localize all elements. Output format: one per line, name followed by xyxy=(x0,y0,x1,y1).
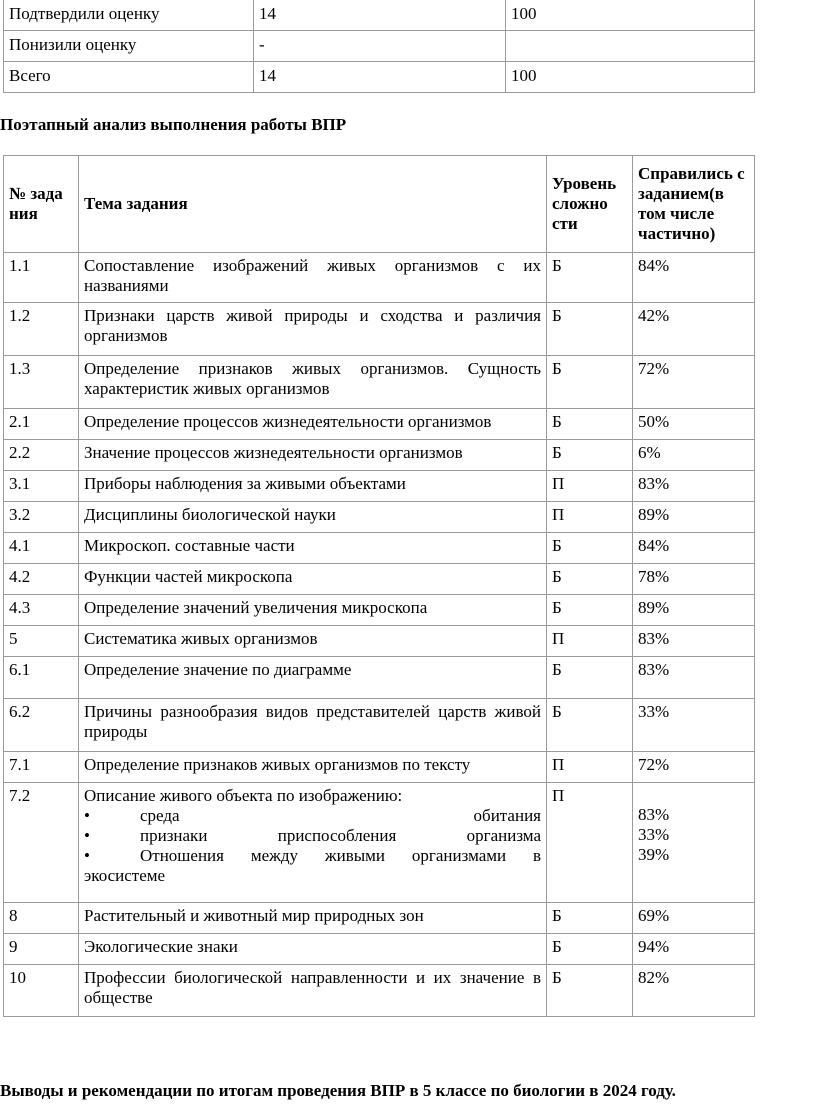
task-number: 3.2 xyxy=(4,502,79,533)
task-level: П xyxy=(547,626,633,657)
task-number: 2.2 xyxy=(4,440,79,471)
task-result: 83% xyxy=(638,805,670,824)
summary-cell: 14 xyxy=(254,0,506,31)
header-topic: Тема задания xyxy=(79,156,547,253)
task-topic: Систематика живых организмов xyxy=(79,626,547,657)
table-row xyxy=(4,502,755,533)
summary-cell: - xyxy=(254,31,506,62)
task-result: 72% xyxy=(633,356,755,409)
task-topic: Микроскоп. составные части xyxy=(79,533,547,564)
task-level: Б xyxy=(547,533,633,564)
summary-row xyxy=(4,62,755,93)
task-topic: Определение процессов жизнедеятельности организмов xyxy=(79,409,547,440)
analysis-table xyxy=(3,155,755,1017)
summary-cell: 100 xyxy=(506,0,755,31)
task-number: 9 xyxy=(4,934,79,965)
task-topic: Определение значение по диаграмме xyxy=(79,657,547,699)
task-result: 83% xyxy=(633,626,755,657)
table-row xyxy=(4,626,755,657)
task-result: 89% xyxy=(633,595,755,626)
task-topic: Экологические знаки xyxy=(79,934,547,965)
task-result: 83% xyxy=(633,657,755,699)
summary-table xyxy=(3,0,755,93)
task-topic: Признаки царств живой природы и сходства и различия организмов xyxy=(79,303,547,356)
bullet-icon: • xyxy=(84,806,90,825)
task-number: 8 xyxy=(4,903,79,934)
table-row xyxy=(4,965,755,1017)
task-topic: Функции частей микроскопа xyxy=(79,564,547,595)
table-row xyxy=(4,752,755,783)
summary-cell: 100 xyxy=(506,62,755,93)
bullet-item xyxy=(84,826,541,846)
summary-cell: Всего xyxy=(4,62,254,93)
task-level: Б xyxy=(547,657,633,699)
conclusion-title: Выводы и рекомендации по итогам проведения ВПР в 5 классе по биологии в 2024 году. xyxy=(0,1081,676,1100)
task-level: П xyxy=(547,752,633,783)
task-level: Б xyxy=(547,903,633,934)
task-number: 6.2 xyxy=(4,699,79,752)
task-result: 83% xyxy=(633,471,755,502)
task-result: 50% xyxy=(633,409,755,440)
task-topic: Определение признаков живых организмов. Сущность характеристик живых организмов xyxy=(79,356,547,409)
task-result: 84% xyxy=(633,253,755,303)
task-level: П xyxy=(547,471,633,502)
task-number: 1.2 xyxy=(4,303,79,356)
bullet-text: среда обитания xyxy=(140,806,541,825)
task-topic: Сопоставление изображений живых организмов с их названиями xyxy=(79,253,547,303)
task-number: 7.2 xyxy=(4,783,79,903)
table-row xyxy=(4,440,755,471)
header-result: Справились с заданием(в том числе частично) xyxy=(633,156,755,253)
task-number: 3.1 xyxy=(4,471,79,502)
task-topic-text: Описание живого объекта по изображению: xyxy=(84,786,403,805)
task-topic xyxy=(79,783,547,903)
task-number: 6.1 xyxy=(4,657,79,699)
table-row xyxy=(4,409,755,440)
task-result: 82% xyxy=(633,965,755,1017)
task-topic-tail: экосистеме xyxy=(84,866,166,885)
task-result: 72% xyxy=(633,752,755,783)
task-result: 33% xyxy=(638,825,670,844)
task-level: Б xyxy=(547,303,633,356)
task-number: 4.1 xyxy=(4,533,79,564)
task-number: 7.1 xyxy=(4,752,79,783)
task-level: Б xyxy=(547,564,633,595)
bullet-text: признаки приспособления организма xyxy=(140,826,541,845)
task-topic: Значение процессов жизнедеятельности организмов xyxy=(79,440,547,471)
task-result: 42% xyxy=(633,303,755,356)
task-number: 4.2 xyxy=(4,564,79,595)
table-row xyxy=(4,595,755,626)
summary-cell: Понизили оценку xyxy=(4,31,254,62)
task-level: Б xyxy=(547,934,633,965)
table-row xyxy=(4,699,755,752)
task-level: Б xyxy=(547,409,633,440)
task-results xyxy=(633,783,755,903)
table-row xyxy=(4,356,755,409)
task-topic: Приборы наблюдения за живыми объектами xyxy=(79,471,547,502)
bullet-icon: • xyxy=(84,826,90,845)
task-level: Б xyxy=(547,595,633,626)
task-level: П xyxy=(547,783,633,903)
task-level: Б xyxy=(547,440,633,471)
table-row xyxy=(4,903,755,934)
bullet-text: Отношения между живыми организмами в xyxy=(140,846,541,865)
task-number: 2.1 xyxy=(4,409,79,440)
task-topic: Растительный и животный мир природных зон xyxy=(79,903,547,934)
task-level: Б xyxy=(547,253,633,303)
task-result: 94% xyxy=(633,934,755,965)
header-num: № зада ния xyxy=(4,156,79,253)
summary-row xyxy=(4,0,755,31)
task-number: 4.3 xyxy=(4,595,79,626)
task-result: 6% xyxy=(633,440,755,471)
summary-cell xyxy=(506,31,755,62)
task-result: 89% xyxy=(633,502,755,533)
task-result: 33% xyxy=(633,699,755,752)
bullet-icon: • xyxy=(84,846,90,865)
table-row xyxy=(4,533,755,564)
task-level: Б xyxy=(547,356,633,409)
task-number: 5 xyxy=(4,626,79,657)
task-level: П xyxy=(547,502,633,533)
summary-cell: 14 xyxy=(254,62,506,93)
task-result: 39% xyxy=(638,845,670,864)
task-topic: Определение признаков живых организмов по тексту xyxy=(79,752,547,783)
bullet-item xyxy=(84,846,541,866)
table-row xyxy=(4,783,755,903)
task-number: 1.3 xyxy=(4,356,79,409)
table-row xyxy=(4,303,755,356)
task-number: 1.1 xyxy=(4,253,79,303)
task-topic: Определение значений увеличения микроскопа xyxy=(79,595,547,626)
table-row xyxy=(4,253,755,303)
task-result: 78% xyxy=(633,564,755,595)
task-topic: Дисциплины биологической науки xyxy=(79,502,547,533)
task-topic: Причины разнообразия видов представителей царств живой природы xyxy=(79,699,547,752)
task-topic: Профессии биологической направленности и их значение в обществе xyxy=(79,965,547,1017)
summary-row xyxy=(4,31,755,62)
task-level: Б xyxy=(547,699,633,752)
task-result: 69% xyxy=(633,903,755,934)
task-number: 10 xyxy=(4,965,79,1017)
task-level: Б xyxy=(547,965,633,1017)
section-title: Поэтапный анализ выполнения работы ВПР xyxy=(0,115,347,134)
header-level: Уровень сложно сти xyxy=(547,156,633,253)
table-row xyxy=(4,564,755,595)
summary-cell: Подтвердили оценку xyxy=(4,0,254,31)
table-row xyxy=(4,934,755,965)
bullet-item xyxy=(84,806,541,826)
table-row xyxy=(4,471,755,502)
header-row xyxy=(4,156,755,253)
task-result: 84% xyxy=(633,533,755,564)
table-row xyxy=(4,657,755,699)
